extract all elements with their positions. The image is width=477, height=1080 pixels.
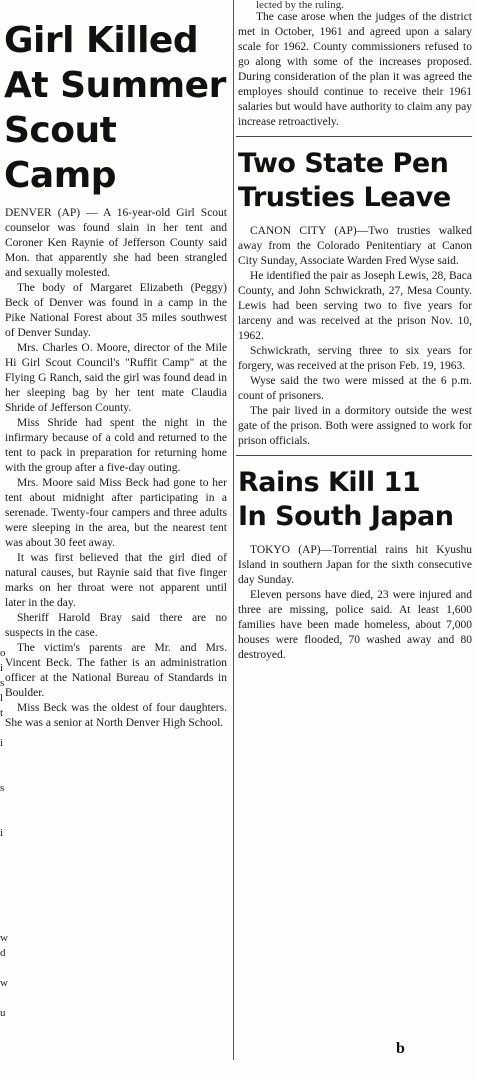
margin-fragment: s	[0, 782, 5, 794]
paragraph: Mrs. Charles O. Moore, director of the Mile Hi Girl Scout Council's "Ruffit Camp" at the Flying G Ranch, said the girl was found dead in her sleeping bag by her tent mate Claudia Shride of Jefferson County.	[5, 342, 227, 414]
margin-fragment: i	[0, 827, 4, 839]
article-divider	[236, 455, 472, 456]
headline	[236, 147, 477, 215]
headline	[0, 18, 233, 198]
paragraph: Miss Shride had spent the night in the infirmary because of a cold and returned to the tent to pack in preparation for returning home with the group after a five-day outing.	[5, 417, 227, 474]
article-body	[5, 206, 227, 731]
headline	[236, 466, 477, 534]
margin-fragment: u	[0, 1007, 6, 1019]
margin-fragment: l	[0, 692, 4, 704]
column-rule	[233, 0, 234, 1060]
headline-line: In South Japan	[238, 501, 454, 532]
ink-smudge: b	[396, 1040, 405, 1057]
article-rains-kill	[236, 466, 477, 663]
paragraph: CANON CITY (AP)—Two trusties walked away from the Colorado Penitentiary at Canon City Sunday, Associate Warden Fred Wyse said.	[238, 225, 472, 267]
article-divider	[236, 136, 472, 137]
margin-fragment: t	[0, 707, 4, 719]
paragraph: TOKYO (AP)—Torrential rains hit Kyushu Island in southern Japan for the sixth consecutive day Sunday.	[238, 544, 472, 586]
headline-line: Girl Killed	[4, 20, 199, 61]
continued-article	[238, 10, 472, 130]
paragraph: It was first believed that the girl died of natural causes, but Raynie said that five finger marks on her throat were not apparent until later in the day.	[5, 552, 227, 609]
margin-fragment: i	[0, 737, 4, 749]
margin-fragment: w	[0, 932, 8, 944]
paragraph: The body of Margaret Elizabeth (Peggy) Beck of Denver was found in a camp in the Pike National Forest about 35 miles southwest of Denver Sunday.	[5, 282, 227, 339]
headline-line: Rains Kill 11	[238, 467, 421, 498]
article-body	[238, 543, 472, 663]
paragraph: Schwickrath, serving three to six years for forgery, was received at the prison Feb. 19, 1963.	[238, 345, 472, 372]
paragraph: He identified the pair as Joseph Lewis, 28, Baca County, and John Schwickrath, 27, Mesa County. Lewis had been serving two to five years for larceny and was received at the prison Nov. 10, 1962.	[238, 270, 472, 342]
margin-fragment: s	[0, 677, 5, 689]
headline-line: At Summer	[4, 65, 226, 106]
headline-line: Trusties Leave	[238, 182, 451, 213]
margin-fragment: i	[0, 662, 4, 674]
paragraph: Wyse said the two were missed at the 6 p.m. count of prisoners.	[238, 375, 472, 402]
paragraph: Mrs. Moore said Miss Beck had gone to her tent about midnight after participating in a serenade. Twenty-four campers and three adults were sleeping in the area, but the nearest tent was about 30 feet away.	[5, 477, 227, 549]
margin-fragment: d	[0, 947, 6, 959]
article-body	[238, 224, 472, 449]
article-two-state-pen	[236, 147, 477, 449]
margin-fragment: w	[0, 977, 8, 989]
top-fragment: lected by the ruling.	[256, 0, 344, 11]
paragraph: The victim's parents are Mr. and Mrs. Vincent Beck. The father is an administration officer at the National Bureau of Standards in Boulder.	[5, 642, 227, 699]
paragraph: Sheriff Harold Bray said there are no suspects in the case.	[5, 612, 227, 639]
paragraph: Miss Beck was the oldest of four daughters. She was a senior at North Denver High School.	[5, 702, 227, 729]
margin-fragment: o	[0, 647, 6, 659]
paragraph: The pair lived in a dormitory outside the west gate of the prison. Both were assigned to work for prison officials.	[238, 405, 472, 447]
paragraph: DENVER (AP) — A 16-year-old Girl Scout counselor was found slain in her tent and Coroner Ken Raynie of Jefferson County said Mon. that apparently she had been strangled and sexually molested.	[5, 207, 227, 279]
headline-line: Scout Camp	[4, 110, 117, 196]
right-column	[236, 0, 477, 1060]
paragraph: The case arose when the judges of the district met in October, 1961 and agreed upon a salary scale for 1962. County commissioners refused to go along with some of the increases proposed. During consideration of the plan it was agreed the employes should continue to receive their 1961 salaries but would have authority to claim any pay increase retroactively.	[238, 11, 472, 128]
headline-line: Two State Pen	[238, 148, 449, 179]
article-girl-killed	[0, 18, 233, 731]
paragraph: Eleven persons have died, 23 were injured and three are missing, police said. At least 1,600 families have been made homeless, about 7,000 houses were flooded, 70 washed away and 80 destroyed.	[238, 589, 472, 661]
left-column	[0, 0, 233, 1060]
